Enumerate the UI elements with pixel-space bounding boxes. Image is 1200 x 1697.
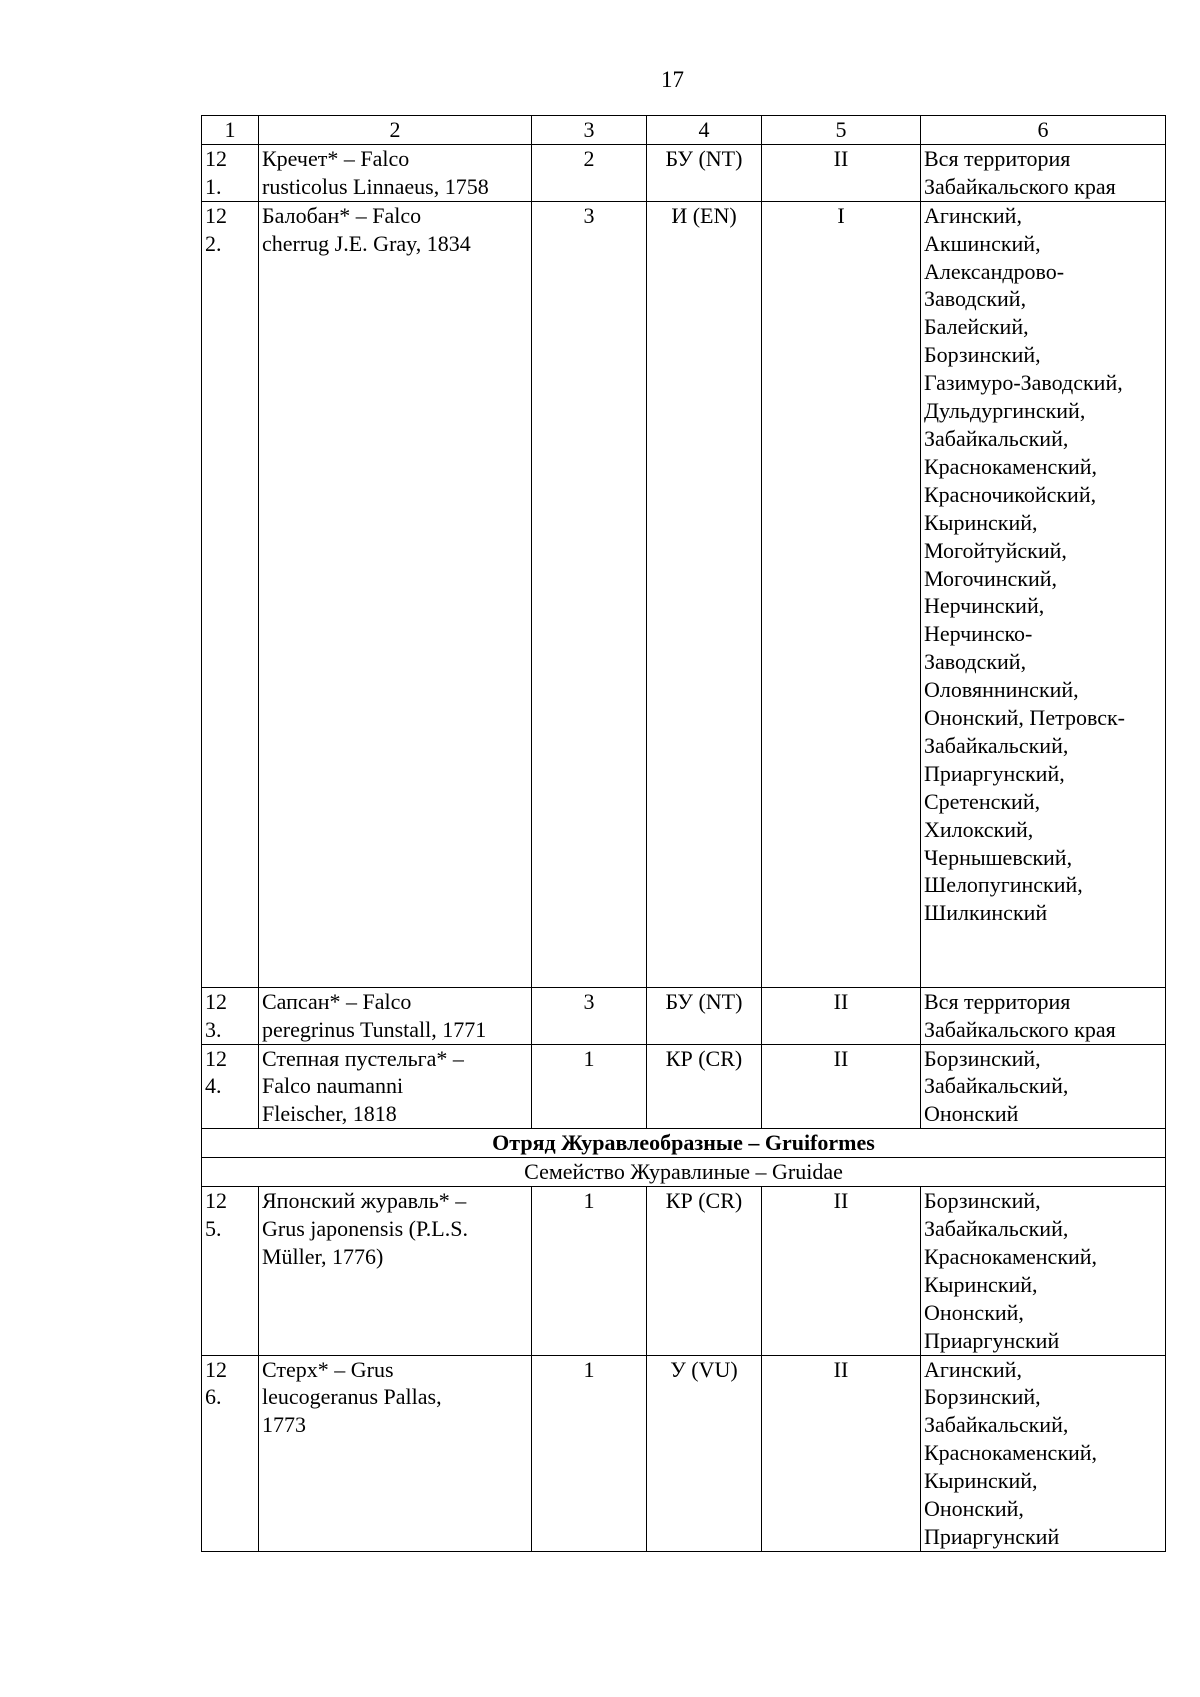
territory-cell: Борзинский, Забайкальский, Ононский [921, 1044, 1166, 1129]
category-cell: 1 [532, 1187, 647, 1355]
species-name: Кречет* – Falco rusticolus Linnaeus, 1758 [259, 144, 532, 201]
status-cell: КР (CR) [647, 1044, 762, 1129]
header-cell-5: 5 [762, 116, 921, 145]
order-heading: Отряд Журавлеобразные – Gruiformes [202, 1129, 1166, 1158]
status-cell: У (VU) [647, 1355, 762, 1551]
species-name: Сапсан* – Falco peregrinus Tunstall, 1771 [259, 987, 532, 1044]
category-cell: 3 [532, 201, 647, 987]
status-cell: БУ (NT) [647, 144, 762, 201]
category-cell: 2 [532, 144, 647, 201]
territory-cell: Вся территория Забайкальского края [921, 144, 1166, 201]
status-cell: БУ (NT) [647, 987, 762, 1044]
class-cell: I [762, 201, 921, 987]
class-cell: II [762, 987, 921, 1044]
species-name: Японский журавль* – Grus japonensis (P.L.S. Müller, 1776) [259, 1187, 532, 1355]
table-row [202, 1355, 1166, 1551]
header-cell-6: 6 [921, 116, 1166, 145]
row-number: 12 6. [202, 1355, 259, 1551]
table-header-row [202, 116, 1166, 145]
territory-cell: Борзинский, Забайкальский, Краснокаменский, Кыринский, Ононский, Приаргунский [921, 1187, 1166, 1355]
category-cell: 1 [532, 1044, 647, 1129]
header-cell-1: 1 [202, 116, 259, 145]
table-row [202, 201, 1166, 987]
header-cell-2: 2 [259, 116, 532, 145]
table-row [202, 144, 1166, 201]
table-row [202, 1044, 1166, 1129]
order-heading-row [202, 1129, 1166, 1158]
territory-cell: Агинский, Борзинский, Забайкальский, Краснокаменский, Кыринский, Ононский, Приаргунский [921, 1355, 1166, 1551]
row-number: 12 2. [202, 201, 259, 987]
status-cell: И (EN) [647, 201, 762, 987]
species-name: Степная пустельга* – Falco naumanni Fleischer, 1818 [259, 1044, 532, 1129]
row-number: 12 4. [202, 1044, 259, 1129]
header-cell-4: 4 [647, 116, 762, 145]
row-number: 12 5. [202, 1187, 259, 1355]
family-heading-row [202, 1158, 1166, 1187]
class-cell: II [762, 1044, 921, 1129]
class-cell: II [762, 1355, 921, 1551]
row-number: 12 3. [202, 987, 259, 1044]
species-name: Балобан* – Falco cherrug J.E. Gray, 1834 [259, 201, 532, 987]
table-row [202, 987, 1166, 1044]
page-number: 17 [661, 67, 684, 92]
family-heading: Семейство Журавлиные – Gruidae [202, 1158, 1166, 1187]
species-table [201, 115, 1166, 1552]
category-cell: 1 [532, 1355, 647, 1551]
status-cell: КР (CR) [647, 1187, 762, 1355]
class-cell: II [762, 144, 921, 201]
header-cell-3: 3 [532, 116, 647, 145]
species-name: Стерх* – Grus leucogeranus Pallas, 1773 [259, 1355, 532, 1551]
territory-cell: Вся территория Забайкальского края [921, 987, 1166, 1044]
table-row [202, 1187, 1166, 1355]
territory-cell: Агинский, Акшинский, Александрово- Заводский, Балейский, Борзинский, Газимуро-Заводский, Дульдургинский, Забайкальский, Краснокаменский, Красночикойский, Кыринский, Могойтуйский, Могочинский, Нерчинский, Нерчинско- Заводский, Оловяннинский, Ононский, Петровск- Забайкальский, Приаргунский, Сретенский, Хилокский, Чернышевский, Шелопугинский, Шилкинский [921, 201, 1166, 987]
class-cell: II [762, 1187, 921, 1355]
category-cell: 3 [532, 987, 647, 1044]
row-number: 12 1. [202, 144, 259, 201]
